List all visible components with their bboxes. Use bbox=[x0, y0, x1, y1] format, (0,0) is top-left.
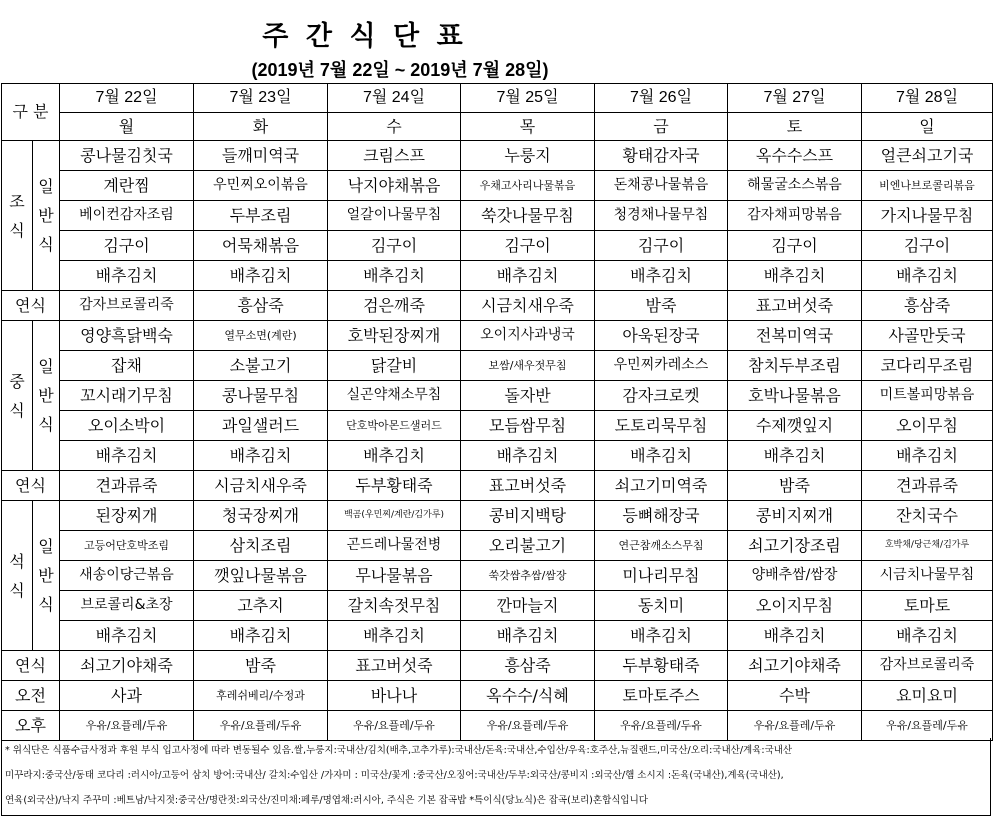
snack-am-cell: 요미요미 bbox=[862, 681, 993, 711]
meal-type-label: 일 반 식 bbox=[33, 321, 60, 471]
menu-cell: 코다리무조림 bbox=[862, 351, 993, 381]
day-header: 금 bbox=[595, 113, 728, 141]
period-subtitle: (2019년 7월 22일 ~ 2019년 7월 28일) bbox=[251, 60, 549, 80]
menu-cell: 쑥갓나물무침 bbox=[461, 201, 595, 231]
menu-cell: 어묵채볶음 bbox=[194, 231, 328, 261]
menu-cell: 영양흑닭백숙 bbox=[60, 321, 194, 351]
soft-meal-label: 연식 bbox=[2, 471, 60, 501]
menu-cell: 돈채콩나물볶음 bbox=[595, 171, 728, 201]
menu-cell: 배추김치 bbox=[194, 441, 328, 471]
menu-cell: 모듬쌈무침 bbox=[461, 411, 595, 441]
meal-type-label: 일 반 식 bbox=[33, 141, 60, 291]
menu-cell: 얼갈이나물무침 bbox=[328, 201, 461, 231]
menu-cell: 감자채피망볶음 bbox=[728, 201, 862, 231]
menu-cell: 열무소면(계란) bbox=[194, 321, 328, 351]
menu-cell: 오리불고기 bbox=[461, 531, 595, 561]
menu-cell: 김구이 bbox=[595, 231, 728, 261]
meal-type-label: 일 반 식 bbox=[33, 501, 60, 651]
snack-am-cell: 사과 bbox=[60, 681, 194, 711]
menu-cell: 비엔나브로콜리볶음 bbox=[862, 171, 993, 201]
menu-cell: 감자크로켓 bbox=[595, 381, 728, 411]
soft-meal-cell: 흥삼죽 bbox=[194, 291, 328, 321]
menu-cell: 계란찜 bbox=[60, 171, 194, 201]
snack-pm-cell: 우유/요플레/두유 bbox=[194, 711, 328, 741]
menu-cell: 배추김치 bbox=[328, 621, 461, 651]
menu-cell: 배추김치 bbox=[60, 441, 194, 471]
note-line: * 위식단은 식품수급사정과 후원 부식 입고사정에 따라 변동될수 있음.쌀,누룽지:국내산/김치(배추,고추가루):국내산/돈육:국내산,수입산/우육:호주산,뉴질랜드,미국산/오리:국내산/계육:국내산 bbox=[5, 745, 793, 756]
menu-cell: 김구이 bbox=[328, 231, 461, 261]
menu-cell: 배추김치 bbox=[60, 261, 194, 291]
menu-cell: 토마토 bbox=[862, 591, 993, 621]
menu-cell: 미나리무침 bbox=[595, 561, 728, 591]
menu-cell: 배추김치 bbox=[595, 621, 728, 651]
menu-cell: 호박채/당근채/김가루 bbox=[862, 531, 993, 561]
page-title: 주 간 식 단 표 bbox=[262, 21, 468, 51]
menu-cell: 오이무침 bbox=[862, 411, 993, 441]
date-header: 7월 25일 bbox=[461, 84, 595, 113]
date-header: 7월 27일 bbox=[728, 84, 862, 113]
soft-meal-cell: 밤죽 bbox=[194, 651, 328, 681]
menu-cell: 가지나물무침 bbox=[862, 201, 993, 231]
menu-cell: 배추김치 bbox=[862, 621, 993, 651]
menu-cell: 김구이 bbox=[461, 231, 595, 261]
menu-cell: 누룽지 bbox=[461, 141, 595, 171]
menu-cell: 배추김치 bbox=[728, 441, 862, 471]
menu-cell: 호박된장찌개 bbox=[328, 321, 461, 351]
menu-cell: 우채고사리나물볶음 bbox=[461, 171, 595, 201]
soft-meal-cell: 쇠고기야채죽 bbox=[728, 651, 862, 681]
date-header: 7월 26일 bbox=[595, 84, 728, 113]
menu-cell: 우민찌오이볶음 bbox=[194, 171, 328, 201]
menu-cell: 실곤약채소무침 bbox=[328, 381, 461, 411]
menu-cell: 배추김치 bbox=[194, 621, 328, 651]
soft-meal-cell: 밤죽 bbox=[595, 291, 728, 321]
soft-meal-cell: 쇠고기미역죽 bbox=[595, 471, 728, 501]
snack-am-label: 오전 bbox=[2, 681, 60, 711]
day-header: 화 bbox=[194, 113, 328, 141]
menu-cell: 콩비지백탕 bbox=[461, 501, 595, 531]
menu-cell: 깐마늘지 bbox=[461, 591, 595, 621]
soft-meal-label: 연식 bbox=[2, 291, 60, 321]
menu-table bbox=[1, 83, 993, 741]
notes-box bbox=[1, 738, 991, 816]
menu-cell: 배추김치 bbox=[728, 261, 862, 291]
menu-cell: 아욱된장국 bbox=[595, 321, 728, 351]
menu-cell: 무나물볶음 bbox=[328, 561, 461, 591]
soft-meal-cell: 흥삼죽 bbox=[461, 651, 595, 681]
menu-cell: 쇠고기장조림 bbox=[728, 531, 862, 561]
meal-label: 조 식 bbox=[2, 141, 33, 291]
meal-label: 석 식 bbox=[2, 501, 33, 651]
menu-cell: 과일샐러드 bbox=[194, 411, 328, 441]
menu-cell: 해물굴소스볶음 bbox=[728, 171, 862, 201]
menu-cell: 잡채 bbox=[60, 351, 194, 381]
soft-meal-cell: 견과류죽 bbox=[60, 471, 194, 501]
menu-cell: 호박나물볶음 bbox=[728, 381, 862, 411]
menu-cell: 단호박아몬드샐러드 bbox=[328, 411, 461, 441]
soft-meal-cell: 흥삼죽 bbox=[862, 291, 993, 321]
snack-pm-cell: 우유/요플레/두유 bbox=[328, 711, 461, 741]
menu-cell: 옥수수스프 bbox=[728, 141, 862, 171]
menu-cell: 배추김치 bbox=[461, 261, 595, 291]
menu-cell: 들깨미역국 bbox=[194, 141, 328, 171]
menu-cell: 우민찌카레소스 bbox=[595, 351, 728, 381]
snack-pm-cell: 우유/요플레/두유 bbox=[461, 711, 595, 741]
soft-meal-cell: 시금치새우죽 bbox=[461, 291, 595, 321]
menu-cell: 고추지 bbox=[194, 591, 328, 621]
menu-cell: 두부조림 bbox=[194, 201, 328, 231]
meal-label: 중 식 bbox=[2, 321, 33, 471]
menu-cell: 깻잎나물볶음 bbox=[194, 561, 328, 591]
snack-pm-cell: 우유/요플레/두유 bbox=[862, 711, 993, 741]
soft-meal-cell: 감자브로콜리죽 bbox=[60, 291, 194, 321]
day-header: 수 bbox=[328, 113, 461, 141]
date-header: 7월 28일 bbox=[862, 84, 993, 113]
snack-am-cell: 수박 bbox=[728, 681, 862, 711]
menu-cell: 곤드레나물전병 bbox=[328, 531, 461, 561]
menu-cell: 삼치조림 bbox=[194, 531, 328, 561]
menu-cell: 보쌈/새우젓무침 bbox=[461, 351, 595, 381]
menu-cell: 브로콜리&초장 bbox=[60, 591, 194, 621]
soft-meal-cell: 두부황태죽 bbox=[595, 651, 728, 681]
soft-meal-cell: 검은깨죽 bbox=[328, 291, 461, 321]
menu-cell: 된장찌개 bbox=[60, 501, 194, 531]
menu-cell: 등뼈해장국 bbox=[595, 501, 728, 531]
day-header: 일 bbox=[862, 113, 993, 141]
menu-cell: 배추김치 bbox=[862, 261, 993, 291]
menu-cell: 갈치속젓무침 bbox=[328, 591, 461, 621]
soft-meal-cell: 감자브로콜리죽 bbox=[862, 651, 993, 681]
menu-cell: 잔치국수 bbox=[862, 501, 993, 531]
menu-cell: 전복미역국 bbox=[728, 321, 862, 351]
snack-pm-label: 오후 bbox=[2, 711, 60, 741]
day-header: 토 bbox=[728, 113, 862, 141]
menu-cell: 소불고기 bbox=[194, 351, 328, 381]
soft-meal-cell: 두부황태죽 bbox=[328, 471, 461, 501]
menu-cell: 배추김치 bbox=[328, 441, 461, 471]
date-header: 7월 22일 bbox=[60, 84, 194, 113]
snack-am-cell: 후레쉬베리/수정과 bbox=[194, 681, 328, 711]
menu-cell: 새송이당근볶음 bbox=[60, 561, 194, 591]
menu-cell: 동치미 bbox=[595, 591, 728, 621]
menu-cell: 시금치나물무침 bbox=[862, 561, 993, 591]
menu-cell: 수제깻잎지 bbox=[728, 411, 862, 441]
header-label: 구 분 bbox=[2, 84, 60, 141]
menu-cell: 얼큰쇠고기국 bbox=[862, 141, 993, 171]
snack-am-cell: 토마토주스 bbox=[595, 681, 728, 711]
menu-cell: 오이지사과냉국 bbox=[461, 321, 595, 351]
date-header: 7월 23일 bbox=[194, 84, 328, 113]
snack-am-cell: 옥수수/식혜 bbox=[461, 681, 595, 711]
soft-meal-label: 연식 bbox=[2, 651, 60, 681]
snack-pm-cell: 우유/요플레/두유 bbox=[728, 711, 862, 741]
soft-meal-cell: 시금치새우죽 bbox=[194, 471, 328, 501]
menu-cell: 오이소박이 bbox=[60, 411, 194, 441]
snack-pm-cell: 우유/요플레/두유 bbox=[60, 711, 194, 741]
menu-cell: 배추김치 bbox=[461, 441, 595, 471]
menu-cell: 청경채나물무침 bbox=[595, 201, 728, 231]
menu-cell: 양배추쌈/쌈장 bbox=[728, 561, 862, 591]
menu-cell: 도토리묵무침 bbox=[595, 411, 728, 441]
menu-cell: 배추김치 bbox=[328, 261, 461, 291]
day-header: 월 bbox=[60, 113, 194, 141]
date-header: 7월 24일 bbox=[328, 84, 461, 113]
menu-cell: 백곰(우민찌/계란/김가루) bbox=[328, 501, 461, 531]
snack-am-cell: 바나나 bbox=[328, 681, 461, 711]
soft-meal-cell: 표고버섯죽 bbox=[728, 291, 862, 321]
menu-cell: 닭갈비 bbox=[328, 351, 461, 381]
menu-cell: 돌자반 bbox=[461, 381, 595, 411]
menu-cell: 쑥갓쌈추쌈/쌈장 bbox=[461, 561, 595, 591]
menu-cell: 청국장찌개 bbox=[194, 501, 328, 531]
day-header: 목 bbox=[461, 113, 595, 141]
menu-cell: 콩나물무침 bbox=[194, 381, 328, 411]
menu-cell: 참치두부조림 bbox=[728, 351, 862, 381]
menu-cell: 꼬시래기무침 bbox=[60, 381, 194, 411]
menu-cell: 배추김치 bbox=[194, 261, 328, 291]
menu-cell: 고등어단호박조림 bbox=[60, 531, 194, 561]
menu-cell: 사골만둣국 bbox=[862, 321, 993, 351]
menu-cell: 김구이 bbox=[862, 231, 993, 261]
menu-cell: 배추김치 bbox=[595, 441, 728, 471]
menu-cell: 낙지야채볶음 bbox=[328, 171, 461, 201]
note-line: 미꾸라지:중국산/동태 코다리 :러시아/고등어 삼치 방어:국내산/ 갈치:수입산 /가자미 : 미국산/꽃게 :중국산/오징어:국내산/두부:외국산/콩비지 :외국산/햄 소시지 :돈육(국내산),계육(국내산), bbox=[5, 770, 784, 781]
menu-cell: 오이지무침 bbox=[728, 591, 862, 621]
menu-cell: 콩비지찌개 bbox=[728, 501, 862, 531]
menu-cell: 미트볼피망볶음 bbox=[862, 381, 993, 411]
snack-pm-cell: 우유/요플레/두유 bbox=[595, 711, 728, 741]
soft-meal-cell: 견과류죽 bbox=[862, 471, 993, 501]
soft-meal-cell: 밤죽 bbox=[728, 471, 862, 501]
note-line: 연육(외국산)/낙지 주꾸미 :베트남/낙지젓:중국산/명란젓:외국산/진미채:페루/명엽채:러시아, 주식은 기본 잡곡밥 *특이식(당뇨식)은 잡곡(보리)혼합식입니다 bbox=[5, 795, 648, 806]
menu-cell: 김구이 bbox=[728, 231, 862, 261]
menu-cell: 배추김치 bbox=[595, 261, 728, 291]
menu-cell: 배추김치 bbox=[862, 441, 993, 471]
menu-cell: 배추김치 bbox=[461, 621, 595, 651]
soft-meal-cell: 표고버섯죽 bbox=[328, 651, 461, 681]
menu-cell: 베이컨감자조림 bbox=[60, 201, 194, 231]
menu-cell: 배추김치 bbox=[728, 621, 862, 651]
menu-cell: 배추김치 bbox=[60, 621, 194, 651]
menu-cell: 김구이 bbox=[60, 231, 194, 261]
menu-cell: 연근참깨소스무침 bbox=[595, 531, 728, 561]
menu-cell: 콩나물김칫국 bbox=[60, 141, 194, 171]
menu-cell: 황태감자국 bbox=[595, 141, 728, 171]
soft-meal-cell: 표고버섯죽 bbox=[461, 471, 595, 501]
menu-cell: 크림스프 bbox=[328, 141, 461, 171]
soft-meal-cell: 쇠고기야채죽 bbox=[60, 651, 194, 681]
